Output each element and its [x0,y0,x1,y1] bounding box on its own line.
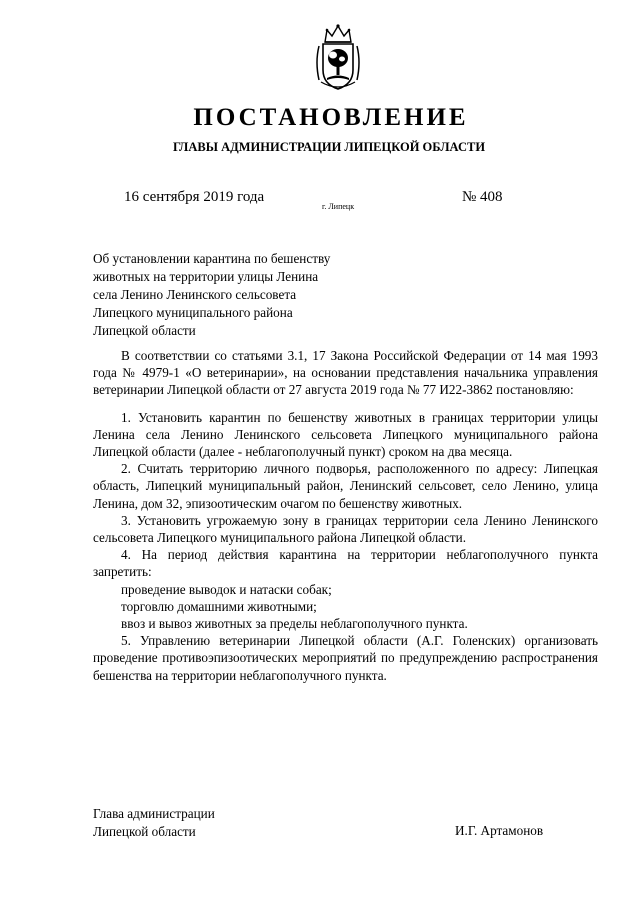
coat-of-arms-icon [313,22,363,92]
signature-position-line: Липецкой области [93,824,196,839]
signature-position [93,805,215,841]
signature-position-line: Глава администрации [93,806,215,821]
document-number: № 408 [462,189,503,205]
item-5: 5. Управлению ветеринарии Липецкой области (А.Г. Голенских) организовать проведение противоэпизоотических мероприятий по предупреждению распространения бешенства на территории неблагополучного пункта. [93,633,598,683]
document-date: 16 сентября 2019 года [124,189,265,205]
about-line: Об установлении карантина по бешенству [93,251,331,266]
item-4-sub: проведение выводок и натаски собак; [121,581,332,597]
item-1: 1. Установить карантин по бешенству животных в границах территории улицы Ленина села Ленино Ленинского сельсовета Липецкого муниципального района Липецкой области (далее - неблагополучный пункт) сроком на два месяца. [93,409,598,460]
item-4-sub: торговлю домашними животными; [121,598,317,614]
item-2: 2. Считать территорию личного подворья, расположенного по адресу: Липецкая область, Липецкий муниципальный район, Ленинский сельсовет, село Ленино, улица Ленина, дом 32, эпизоотическим очагом по бешенству животных. [93,461,598,511]
document-title: ПОСТАНОВЛЕНИЕ [193,104,469,131]
about-line: Липецкого муниципального района [93,305,293,320]
document-subtitle: ГЛАВЫ АДМИНИСТРАЦИИ ЛИПЕЦКОЙ ОБЛАСТИ [172,140,486,154]
item-4: 4. На период действия карантина на территории неблагополучного пункта запретить: [93,547,598,580]
item-4-sub: ввоз и вывоз животных за пределы неблагополучного пункта. [121,616,468,632]
document-body [93,347,598,684]
document-about [93,250,393,340]
about-line: Липецкой области [93,323,196,338]
about-line: животных на территории улицы Ленина [93,269,319,284]
about-line: села Ленино Ленинского сельсовета [93,287,297,302]
preamble: В соответствии со статьями 3.1, 17 Закона Российской Федерации от 14 мая 1993 года № 4979-1 «О ветеринарии», на основании представления начальника управления ветеринарии Липецкой области от 27 августа 2019 года № 77 И22-3862 постановляю: [93,348,598,398]
item-3: 3. Установить угрожаемую зону в границах территории села Ленино Ленинского сельсовета Липецкого муниципального района Липецкой области. [93,512,598,546]
signature-name: И.Г. Артамонов [455,823,544,838]
document-city: г. Липецк [322,202,355,211]
